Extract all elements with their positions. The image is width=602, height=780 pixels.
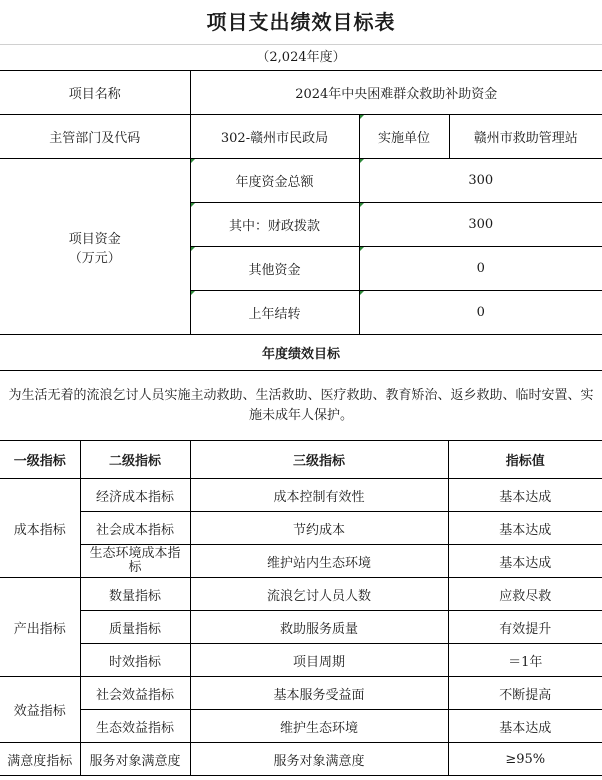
level3-cell: 维护生态环境	[190, 710, 448, 743]
value-cell: 基本达成	[448, 545, 602, 578]
level1-cell: 效益指标	[0, 677, 80, 743]
level1-cell: 满意度指标	[0, 743, 80, 776]
level3-cell: 成本控制有效性	[190, 479, 448, 512]
annual-goal-text: 为生活无着的流浪乞讨人员实施主动救助、生活救助、医疗救助、教育矫治、返乡救助、临时安置、实施未成年人保护。	[0, 371, 602, 441]
value-cell: 有效提升	[448, 611, 602, 644]
impl-unit-value: 赣州市救助管理站	[449, 115, 602, 159]
level3-cell: 项目周期	[190, 644, 448, 677]
project-name-value: 2024年中央困难群众救助补助资金	[190, 71, 602, 115]
level1-cell: 产出指标	[0, 578, 80, 677]
value-cell: ≥95%	[448, 743, 602, 776]
level2-cell: 质量指标	[80, 611, 190, 644]
value-cell: 不断提高	[448, 677, 602, 710]
indicator-table	[0, 440, 602, 776]
level3-cell: 流浪乞讨人员人数	[190, 578, 448, 611]
funds-row-value: 300	[359, 203, 602, 247]
level2-cell: 数量指标	[80, 578, 190, 611]
header-level2: 二级指标	[80, 441, 190, 479]
value-cell: 基本达成	[448, 710, 602, 743]
level2-cell: 社会效益指标	[80, 677, 190, 710]
level3-cell: 基本服务受益面	[190, 677, 448, 710]
level3-cell: 维护站内生态环境	[190, 545, 448, 578]
header-value: 指标值	[448, 441, 602, 479]
level2-cell: 生态环境成本指标	[80, 545, 190, 578]
level2-cell: 生态效益指标	[80, 710, 190, 743]
value-cell: 应救尽救	[448, 578, 602, 611]
funds-row-label: 其中：财政拨款	[190, 203, 359, 247]
funds-row-label: 年度资金总额	[190, 159, 359, 203]
impl-unit-label: 实施单位	[359, 115, 449, 159]
level3-cell: 服务对象满意度	[190, 743, 448, 776]
level2-cell: 服务对象满意度	[80, 743, 190, 776]
level1-cell: 成本指标	[0, 479, 80, 578]
annual-goal-heading: 年度绩效目标	[0, 335, 602, 371]
funds-row-value: 0	[359, 291, 602, 335]
level2-cell: 经济成本指标	[80, 479, 190, 512]
funds-unit: （万元）	[68, 250, 121, 266]
level3-cell: 节约成本	[190, 512, 448, 545]
value-cell: 基本达成	[448, 479, 602, 512]
dept-value: 302-赣州市民政局	[190, 115, 359, 159]
level2-cell: 时效指标	[80, 644, 190, 677]
fiscal-year: （2,024年度）	[0, 44, 602, 71]
level2-cell: 社会成本指标	[80, 512, 190, 545]
funds-label-cell	[0, 159, 190, 335]
level3-cell: 救助服务质量	[190, 611, 448, 644]
project-name-label: 项目名称	[0, 71, 190, 115]
project-info-table	[0, 70, 602, 441]
dept-label: 主管部门及代码	[0, 115, 190, 159]
funds-row-label: 上年结转	[190, 291, 359, 335]
funds-row-value: 300	[359, 159, 602, 203]
value-cell: 基本达成	[448, 512, 602, 545]
funds-label: 项目资金	[68, 231, 121, 247]
page-title: 项目支出绩效目标表	[206, 10, 396, 34]
header-level1: 一级指标	[0, 441, 80, 479]
funds-row-label: 其他资金	[190, 247, 359, 291]
value-cell: ＝1年	[448, 644, 602, 677]
header-level3: 三级指标	[190, 441, 448, 479]
funds-row-value: 0	[359, 247, 602, 291]
